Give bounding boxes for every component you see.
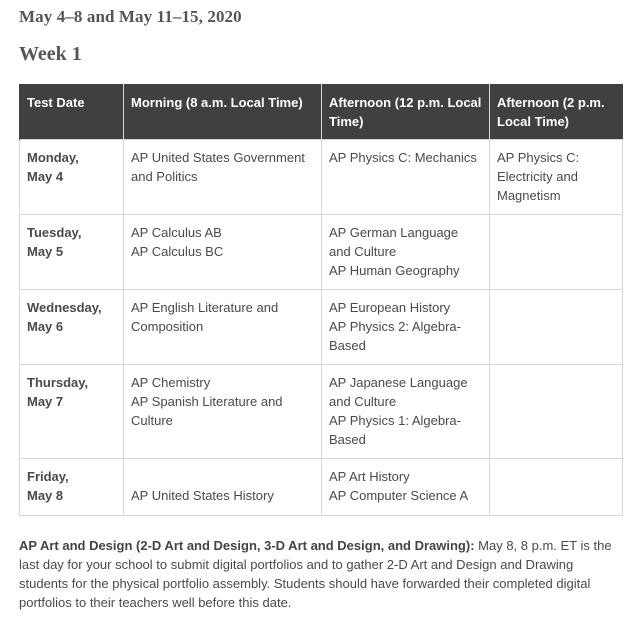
table-row [20,140,623,215]
test-date-day: Monday, [27,150,79,165]
afternoon-2-cell [490,215,623,290]
afternoon-2-cell [490,459,623,516]
morning-cell [124,290,322,365]
note-title: AP Art and Design (2-D Art and Design, 3-D Art and Design, and Drawing): [19,538,475,553]
exam-name: AP Calculus BC [131,244,224,259]
afternoon-12-cell [322,215,490,290]
exam-name: AP Physics C: Mechanics [329,150,477,165]
test-date-day: Friday, [27,469,69,484]
table-row [20,215,623,290]
exam-name: AP United States Government and Politics [131,150,305,184]
test-date-date: May 7 [27,394,64,409]
exam-name: AP Spanish Literature and Culture [131,394,283,428]
test-date-day: Wednesday, [27,300,102,315]
test-date-cell [20,215,124,290]
header-afternoon-12: Afternoon (12 p.m. Local Time) [322,84,490,140]
test-date-date: May 8 [27,488,64,503]
exam-name: AP Physics 1: Algebra-Based [329,413,461,447]
exam-name: AP Calculus AB [131,225,222,240]
test-date-day: Tuesday, [27,225,82,240]
exam-name: AP United States History [131,488,274,503]
test-date-cell [20,140,124,215]
exam-name: AP Japanese Language and Culture [329,375,468,409]
test-date-day: Thursday, [27,375,89,390]
morning-cell [124,459,322,516]
morning-cell [124,140,322,215]
test-date-date: May 4 [27,169,64,184]
morning-cell [124,215,322,290]
afternoon-12-cell [322,140,490,215]
dates-heading: May 4–8 and May 11–15, 2020 [19,7,242,26]
schedule-table [19,84,623,516]
exam-name: AP Physics 2: Algebra-Based [329,319,461,353]
afternoon-12-cell [322,290,490,365]
exam-name: AP Computer Science A [329,488,469,503]
morning-cell [124,365,322,459]
test-date-cell [20,290,124,365]
afternoon-12-cell [322,365,490,459]
exam-name: AP Art History [329,469,410,484]
exam-name: AP Human Geography [329,263,460,278]
table-row [20,365,623,459]
test-date-cell [20,459,124,516]
header-morning: Morning (8 a.m. Local Time) [124,84,322,140]
note-body: May 8, 8 p.m. ET is the last day for your school to submit digital portfolios and to gather 2-D Art and Design and Drawing students for the physical portfolio assembly. Students should have forwarded their completed digital portfolios to their teachers well before this date. [19,538,612,610]
exam-name: AP European History [329,300,451,315]
week-heading: Week 1 [19,43,82,65]
art-design-note [19,536,619,612]
exam-name: AP Chemistry [131,375,211,390]
afternoon-2-cell [490,140,623,215]
afternoon-2-cell [490,365,623,459]
header-afternoon-2: Afternoon (2 p.m. Local Time) [490,84,623,140]
afternoon-12-cell [322,459,490,516]
table-header-row [20,84,623,140]
afternoon-2-cell [490,290,623,365]
table-row [20,290,623,365]
test-date-date: May 5 [27,244,64,259]
exam-name: AP Physics C: Electricity and Magnetism [497,150,580,203]
exam-name: AP English Literature and Composition [131,300,279,334]
test-date-date: May 6 [27,319,64,334]
header-test-date: Test Date [20,84,124,140]
table-row [20,459,623,516]
exam-name: AP German Language and Culture [329,225,459,259]
test-date-cell [20,365,124,459]
